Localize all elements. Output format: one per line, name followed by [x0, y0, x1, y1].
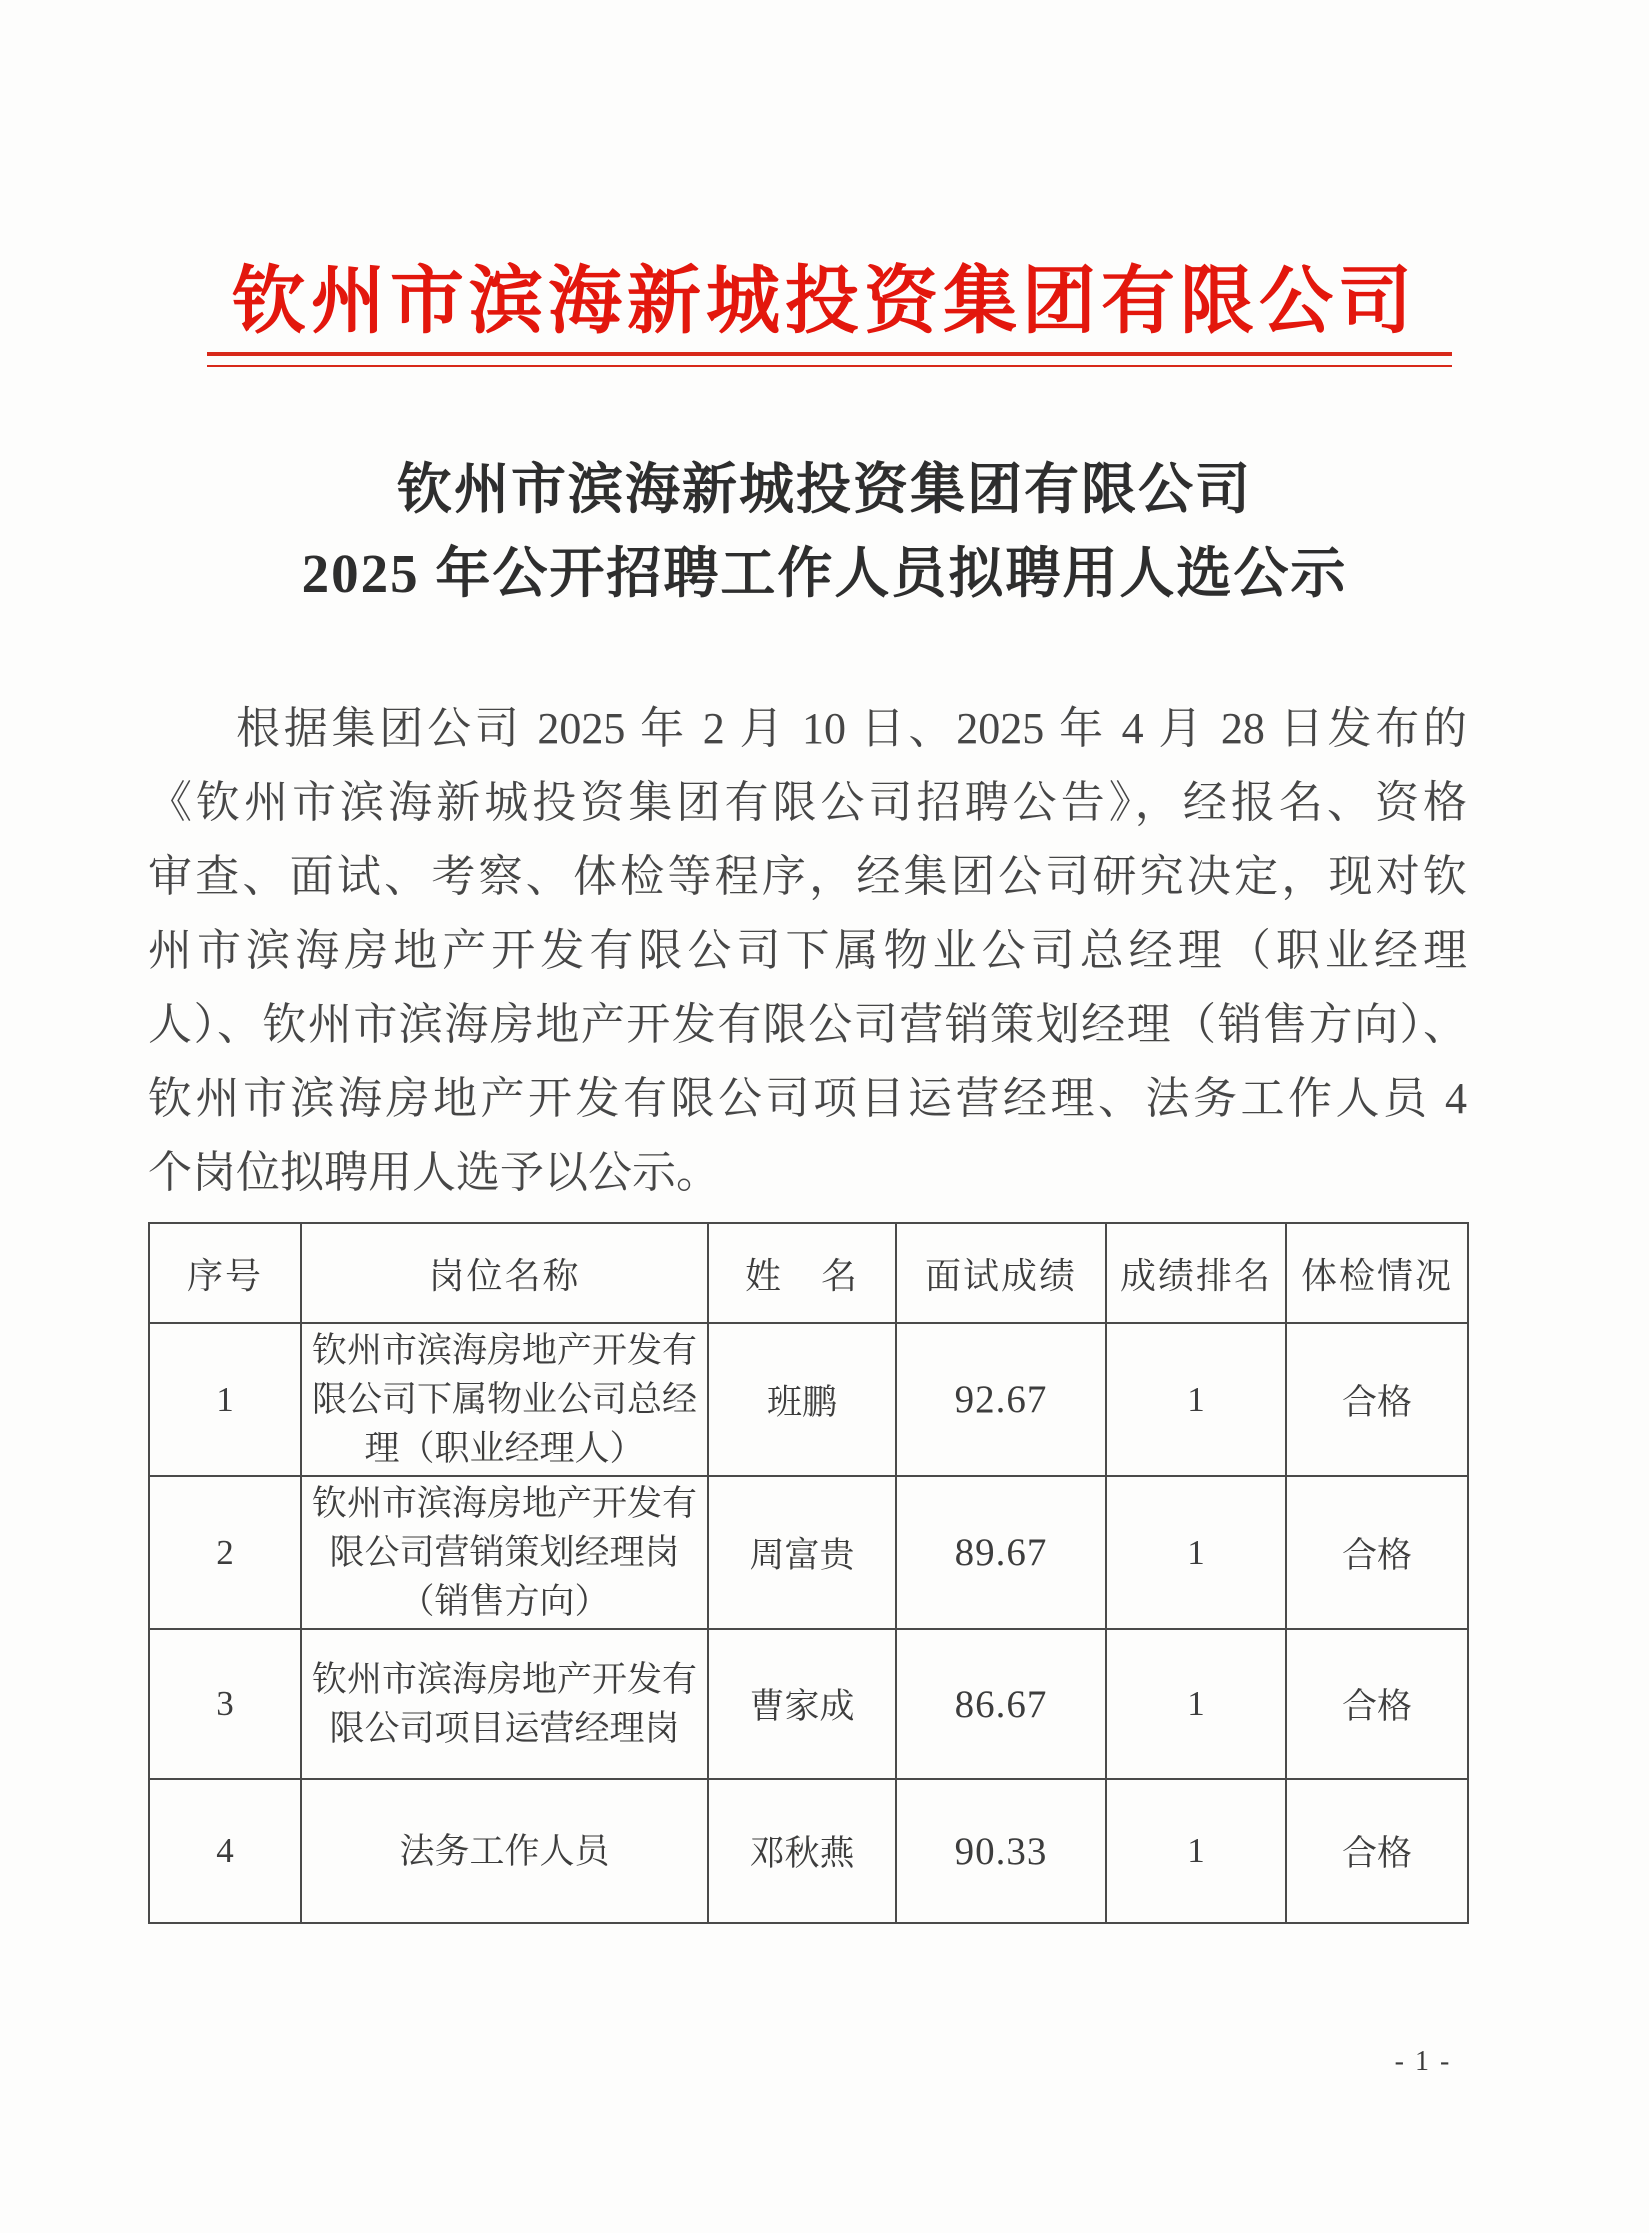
- cell-position: 钦州市滨海房地产开发有限公司项目运营经理岗: [301, 1629, 708, 1779]
- letterhead-rule-thin: [207, 365, 1452, 367]
- table-row: [149, 1323, 1468, 1476]
- cell-score: 92.67: [896, 1323, 1106, 1476]
- paragraph-line: 人）、钦州市滨海房地产开发有限公司营销策划经理（销售方向）、: [148, 1000, 1467, 1049]
- col-header-name: 姓 名: [708, 1223, 896, 1323]
- cell-seq: 1: [149, 1323, 301, 1476]
- cell-name: 邓秋燕: [708, 1779, 896, 1923]
- letterhead-rule-thick: [207, 352, 1452, 356]
- cell-name: 曹家成: [708, 1629, 896, 1779]
- cell-seq: 3: [149, 1629, 301, 1779]
- table-row: [149, 1629, 1468, 1779]
- paragraph-line: 《钦州市滨海新城投资集团有限公司招聘公告》，经报名、资格: [148, 778, 1467, 827]
- page-number: - 1 -: [1394, 2046, 1452, 2077]
- cell-name: 班鹏: [708, 1323, 896, 1476]
- letterhead-company-name: 钦州市滨海新城投资集团有限公司: [232, 261, 1417, 343]
- document-title-line2: 2025 年公开招聘工作人员拟聘用人选公示: [301, 543, 1348, 604]
- cell-medical: 合格: [1286, 1323, 1468, 1476]
- cell-score: 90.33: [896, 1779, 1106, 1923]
- col-header-rank: 成绩排名: [1106, 1223, 1286, 1323]
- cell-score: 89.67: [896, 1476, 1106, 1629]
- cell-rank: 1: [1106, 1323, 1286, 1476]
- table-header-row: [149, 1223, 1468, 1323]
- table-row: [149, 1476, 1468, 1629]
- paragraph-line: 审查、面试、考察、体检等程序，经集团公司研究决定，现对钦: [148, 852, 1467, 901]
- candidates-table: [148, 1222, 1469, 1924]
- paragraph-line: 个岗位拟聘用人选予以公示。: [148, 1148, 720, 1197]
- document-title-line1: 钦州市滨海新城投资集团有限公司: [396, 459, 1252, 520]
- cell-score: 86.67: [896, 1629, 1106, 1779]
- cell-seq: 4: [149, 1779, 301, 1923]
- col-header-seq: 序号: [149, 1223, 301, 1323]
- paragraph-line: 钦州市滨海房地产开发有限公司项目运营经理、法务工作人员 4: [148, 1074, 1467, 1123]
- col-header-medical: 体检情况: [1286, 1223, 1468, 1323]
- document-title: [0, 448, 1649, 616]
- cell-seq: 2: [149, 1476, 301, 1629]
- col-header-position: 岗位名称: [301, 1223, 708, 1323]
- cell-medical: 合格: [1286, 1476, 1468, 1629]
- cell-medical: 合格: [1286, 1629, 1468, 1779]
- cell-position: 钦州市滨海房地产开发有限公司下属物业公司总经理（职业经理人）: [301, 1323, 708, 1476]
- table-row: [149, 1779, 1468, 1923]
- cell-rank: 1: [1106, 1629, 1286, 1779]
- cell-rank: 1: [1106, 1779, 1286, 1923]
- col-header-score: 面试成绩: [896, 1223, 1106, 1323]
- body-paragraph: [148, 692, 1467, 1210]
- cell-position: 钦州市滨海房地产开发有限公司营销策划经理岗（销售方向）: [301, 1476, 708, 1629]
- cell-rank: 1: [1106, 1476, 1286, 1629]
- paragraph-line: 州市滨海房地产开发有限公司下属物业公司总经理（职业经理: [148, 926, 1467, 975]
- cell-position: 法务工作人员: [301, 1779, 708, 1923]
- cell-name: 周富贵: [708, 1476, 896, 1629]
- cell-medical: 合格: [1286, 1779, 1468, 1923]
- paragraph-line: 根据集团公司 2025 年 2 月 10 日、2025 年 4 月 28 日发布的: [236, 704, 1467, 753]
